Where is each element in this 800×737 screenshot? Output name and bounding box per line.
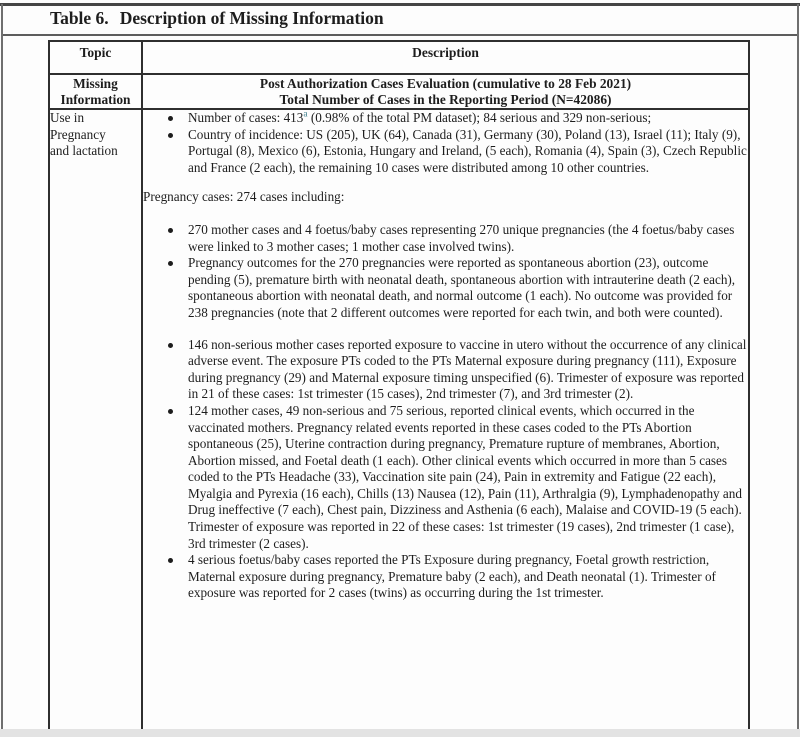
bullet-item [143, 110, 748, 127]
case-summary-list [143, 110, 748, 176]
bullet-text: Pregnancy outcomes for the 270 pregnancies were reported as spontaneous abortion (23), outcome pending (5), premature birth with neonatal death, spontaneous abortion with intrauterine death (2 each), spontaneous abortion with neonatal death, and normal outcome (1 each). No outcome was provided for 238 pregnancies (note that 2 different outcomes were reported for each twin, and both were counted). [188, 255, 736, 320]
evaluation-title-line: Post Authorization Cases Evaluation (cumulative to 28 Feb 2021) [259, 76, 632, 91]
exposure-detail-list [143, 337, 748, 603]
topic-line: Pregnancy [50, 126, 106, 142]
bullet-text: Country of incidence: US (205), UK (64), Canada (31), Germany (30), Poland (13), Israel (11); Italy (9), Portugal (8), Mexico (6), Estonia, Hungary and Ireland, (5 each), Romania (4), Spain (3), Czech Republic and France (2 each), the remaining 10 cases were distributed among 10 other countries. [188, 126, 747, 175]
bullet-text: Number of cases: 413$^a$ (0.98% of the total PM dataset); 84 serious and 329 non-serious; [188, 109, 652, 125]
bullet-item [143, 222, 748, 255]
caption-divider-rule [3, 34, 797, 36]
topic-line: Missing [73, 76, 118, 91]
topic-line: and lactation [50, 143, 118, 159]
bullet-item [143, 337, 748, 403]
missing-information-row [49, 74, 749, 109]
bullet-text: 146 non-serious mother cases reported exposure to vaccine in utero without the occurrence of any clinical adverse event. The exposure PTs coded to the PTs Maternal exposure during pregnancy (111), Exposure during pregnancy (29) and Maternal exposure timing unspecified (6). Trimester of exposure was reported in 21 of these cases: 1st trimester (15 cases), 2nd trimester (7), and 3rd trimester (2). [188, 336, 747, 402]
bullet-icon [168, 409, 173, 414]
bullet-text: 270 mother cases and 4 foetus/baby cases representing 270 unique pregnancies (the 4 foetus/baby cases were linked to 3 mother cases; 1 mother case involved twins). [188, 221, 735, 254]
frame-left-border [1, 4, 3, 737]
bullet-icon [168, 558, 173, 563]
bullet-item [143, 403, 748, 552]
topic-column-header: Topic [49, 41, 142, 74]
frame-top-border [0, 3, 800, 6]
bullet-item [143, 552, 748, 602]
missing-information-desc-cell [142, 74, 749, 109]
topic-line: Information [60, 92, 131, 107]
topic-line: Use in [50, 110, 85, 125]
table-header-row [49, 41, 749, 74]
bullet-text: 124 mother cases, 49 non-serious and 75 serious, reported clinical events, which occurred in the vaccinated mothers. Pregnancy related events reported in these cases coded to the PTs Abortion spontaneous (25), Uterine contraction during pregnancy, Premature rupture of membranes, Abortion, Abortion missed, and Foetal death (1 each). Other clinical events which occurred in more than 5 cases coded to the PTs Headache (33), Vaccination site pain (24), Pain in extremity and Fatigue (22 each), Myalgia and Pyrexia (16 each), Chills (13) Nausea (12), Pain (11), Arthralgia (9), Lymphadenopathy and Drug ineffective (7 each), Chest pain, Dizziness and Asthenia (6 each), Malaise and COVID-19 (5 each). Trimester of exposure was reported in 22 of these cases: 1st trimester (19 cases), 2nd trimester (1 case), 3rd trimester (2 cases). [188, 402, 742, 551]
pregnancy-desc-cell [142, 109, 749, 736]
pregnancy-topic-cell [49, 109, 142, 736]
bullet-icon [168, 116, 173, 121]
bullet-icon [168, 133, 173, 138]
missing-information-topic-cell [49, 74, 142, 109]
missing-information-table [48, 40, 750, 737]
page-edge-strip [0, 729, 800, 737]
frame-right-border [797, 4, 799, 737]
bullet-icon [168, 261, 173, 266]
bullet-icon [168, 228, 173, 233]
bullet-item [143, 127, 748, 177]
bullet-text: 4 serious foetus/baby cases reported the PTs Exposure during pregnancy, Foetal growth restriction, Maternal exposure during pregnancy, Premature baby (2 each), and Death neonatal (1). Trimester of exposure was reported for 2 cases (twins) as occurring during the 1st trimester. [188, 552, 716, 601]
pregnancy-cases-subheading: Pregnancy cases: 274 cases including: [143, 189, 345, 205]
bullet-item [143, 255, 748, 321]
reporting-period-line: Total Number of Cases in the Reporting Period (N=42086) [279, 92, 612, 107]
pregnancy-detail-list [143, 222, 748, 322]
table-caption-text: Description of Missing Information [119, 8, 384, 28]
pregnancy-lactation-row [49, 109, 749, 736]
table-caption-label: Table 6. [50, 8, 109, 28]
table-caption [50, 8, 384, 29]
bullet-icon [168, 343, 173, 348]
description-column-header: Description [142, 41, 749, 74]
footnote-marker-a[interactable]: a [303, 109, 308, 120]
